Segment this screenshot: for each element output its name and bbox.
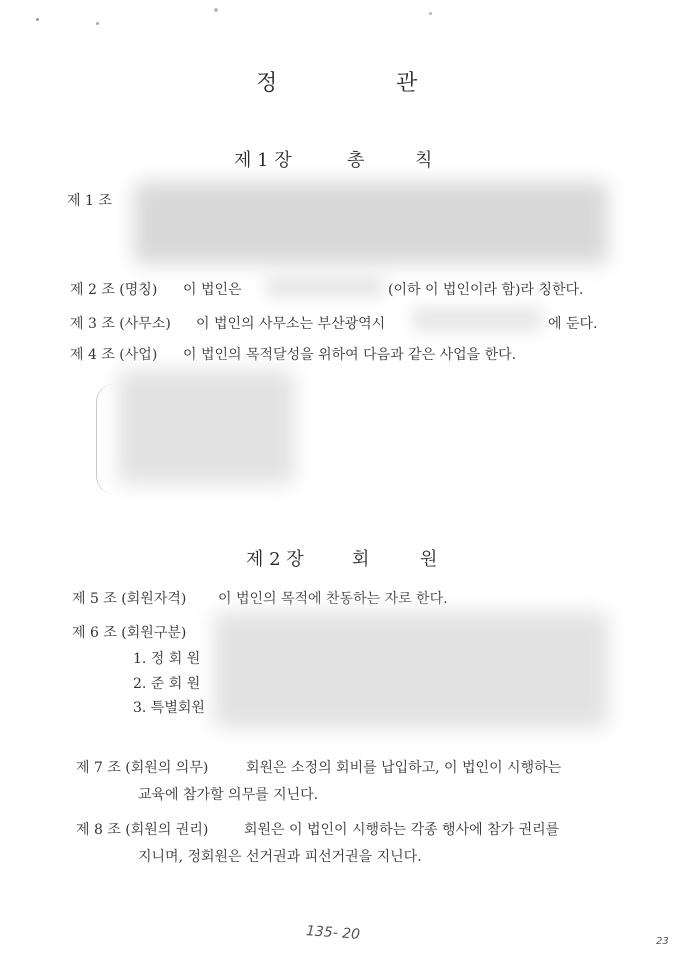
article2-text-after: (이하 이 법인이라 함)라 칭한다.	[388, 282, 584, 298]
article5-text: 이 법인의 목적에 찬동하는 자로 한다.	[218, 591, 448, 607]
redacted-address	[412, 306, 542, 332]
chapter1-word2: 칙	[415, 150, 433, 171]
chapter2-word2: 원	[420, 549, 438, 570]
document-title-right: 관	[396, 71, 418, 96]
article6-number: 제 6 조 (회원구분)	[72, 625, 187, 641]
member-type-item: 2. 준 회 원	[133, 676, 201, 692]
page-number-handwritten: 135- 20	[305, 923, 361, 943]
article2-text-before: 이 법인은	[183, 282, 242, 298]
document-title-left: 정	[256, 71, 278, 96]
article7-line1: 회원은 소정의 회비를 납입하고, 이 법인이 시행하는	[246, 760, 562, 776]
article8-number: 제 8 조 (회원의 권리)	[76, 822, 209, 838]
article8-line2: 지니며, 정회원은 선거권과 피선거권을 지닌다.	[138, 849, 422, 865]
article3-number: 제 3 조 (사무소)	[70, 316, 171, 332]
scan-mark	[429, 12, 432, 15]
scan-bracket-mark	[96, 384, 117, 494]
article8-line1: 회원은 이 법인이 시행하는 각종 행사에 참가 권리를	[244, 822, 560, 838]
chapter2-word1: 회	[352, 549, 370, 570]
article1-number: 제 1 조	[67, 193, 112, 209]
chapter1-word1: 총	[347, 150, 365, 171]
article3-text-after: 에 둔다.	[548, 316, 598, 332]
member-type-item: 3. 특별회원	[133, 700, 205, 716]
article4-number: 제 4 조 (사업)	[70, 347, 158, 363]
scan-mark	[214, 8, 218, 12]
member-type-item: 1. 정 회 원	[133, 651, 201, 667]
redacted-block	[134, 182, 608, 264]
redacted-name	[266, 274, 384, 298]
article7-number: 제 7 조 (회원의 의무)	[76, 760, 209, 776]
article5-number: 제 5 조 (회원자격)	[72, 591, 187, 607]
redacted-business-list	[118, 370, 294, 484]
article3-text-before: 이 법인의 사무소는 부산광역시	[196, 316, 386, 332]
scan-mark	[36, 18, 39, 21]
chapter2-label: 제 2 장	[246, 549, 304, 570]
article2-number: 제 2 조 (명칭)	[70, 282, 158, 298]
corner-mark: 23	[656, 936, 669, 947]
article7-line2: 교육에 참가할 의무를 지닌다.	[138, 787, 319, 803]
scan-mark	[96, 22, 99, 25]
chapter1-label: 제 1 장	[234, 150, 292, 171]
article4-text: 이 법인의 목적달성을 위하여 다음과 같은 사업을 한다.	[183, 347, 517, 363]
redacted-member-types	[214, 612, 608, 728]
